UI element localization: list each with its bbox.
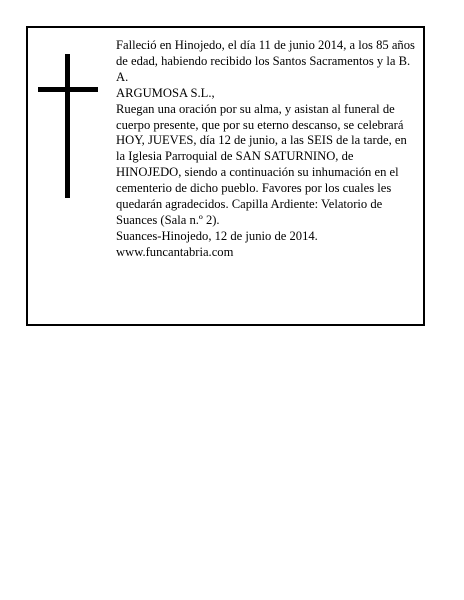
deceased-name: ARGUMOSA S.L.,: [116, 85, 215, 100]
funeral-request-text: Ruegan una oración por su alma, y asistan al funeral de cuerpo presente, que por su eterno descanso, se celebrará HOY, JUEVES, día 12 de junio, a las SEIS de la tarde, en la Iglesia Parroquial de SAN SATURNINO, de HINOJEDO, siendo a continuación su inhumación en el cementerio de dicho pueblo. Favores por los cuales les quedarán agradecidos. Capilla Ardiente: Velatorio de Suances (Sala n.º 2).: [116, 101, 407, 227]
notice-text: [116, 38, 418, 261]
obituary-notice: [26, 26, 425, 326]
intro-text: Falleció en Hinojedo, el día 11 de junio 2014, a los 85 años de edad, habiendo recibido los Santos Sacramentos y la B. A.: [116, 38, 415, 84]
cross-horizontal-bar: [38, 87, 98, 92]
place-date: Suances-Hinojedo, 12 de junio de 2014.: [116, 228, 318, 243]
website-link[interactable]: www.funcantabria.com: [116, 244, 234, 259]
cross-icon: [38, 54, 98, 200]
cross-vertical-bar: [65, 54, 70, 198]
